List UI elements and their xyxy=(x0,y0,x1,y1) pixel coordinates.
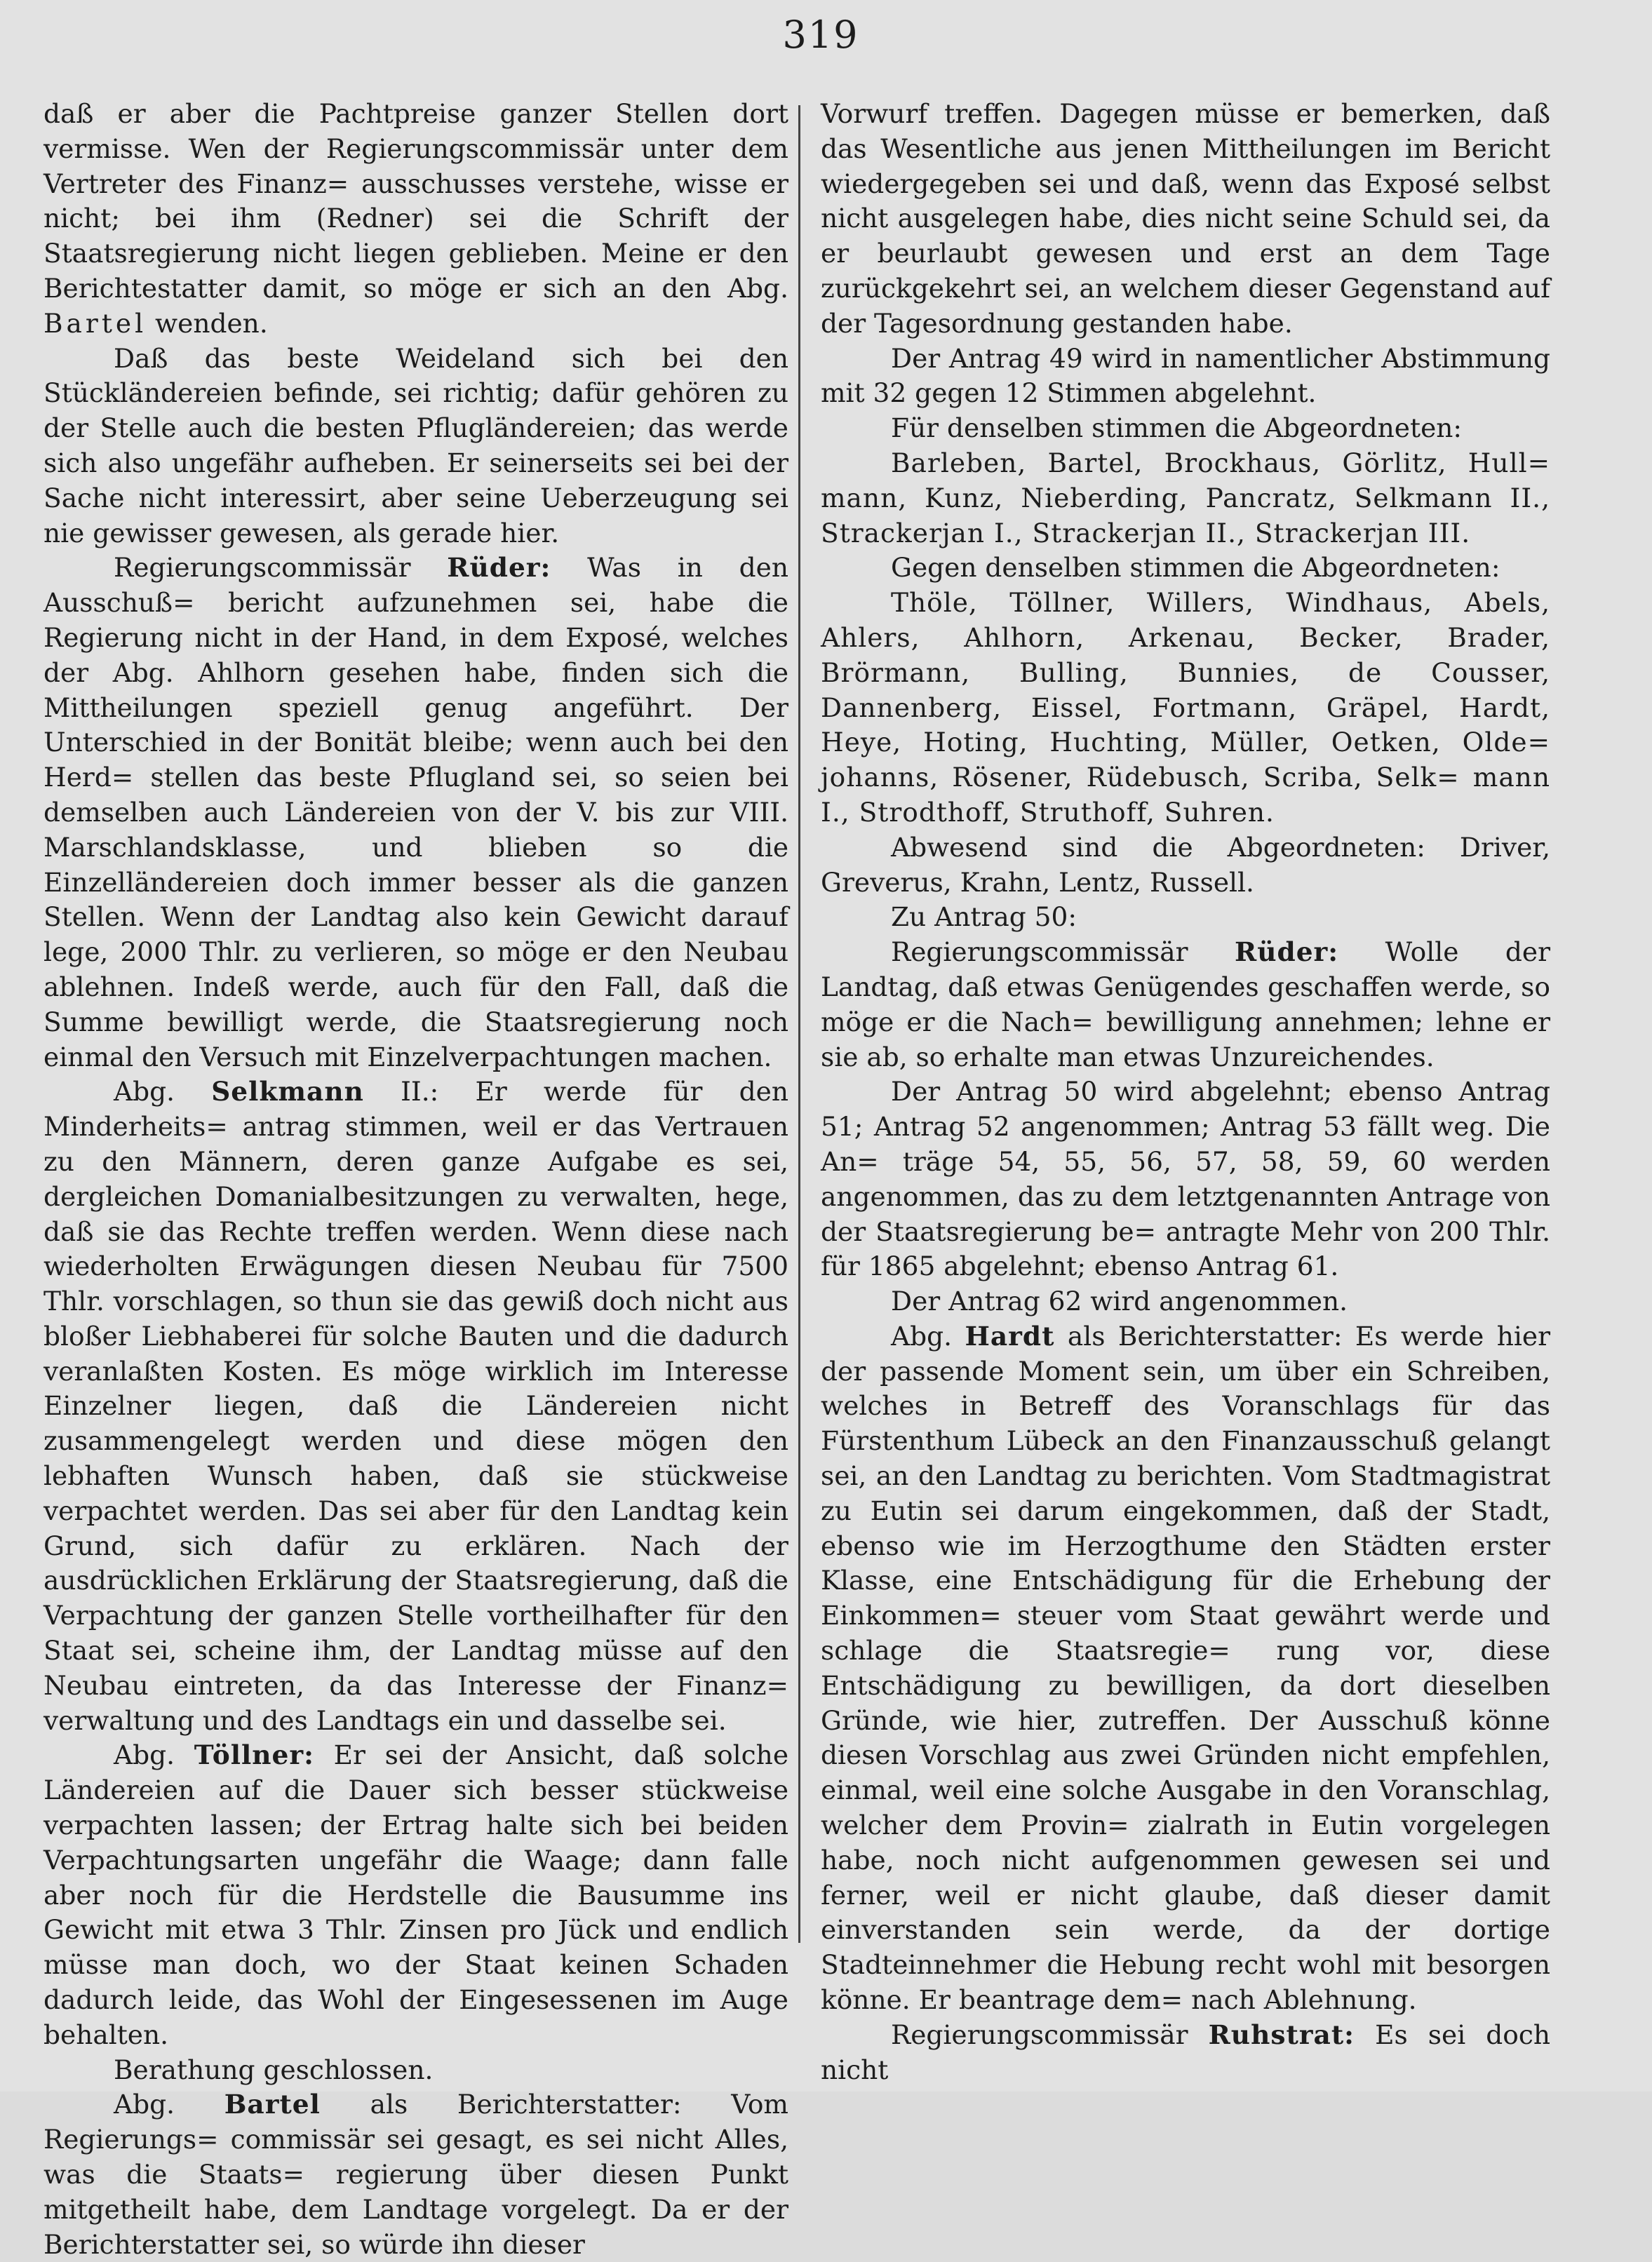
right-column xyxy=(821,97,1550,2087)
paragraph: daß er aber die Pachtpreise ganzer Stellen dort vermisse. Wen der Regierungscommissär unter dem Vertreter des Finanz= ausschusses verstehe, wisse er nicht; bei ihm (Redner) sei die Schrift der Staatsregierung nicht liegen geblieben. Meine er den Berichtestatter damit, so möge er sich an den Abg. Bartel wenden. xyxy=(43,98,789,339)
column-divider xyxy=(798,105,800,1943)
paragraph: Abg. Bartel als Berichterstatter: Vom Regierungs= commissär sei gesagt, es sei nicht Alles, was die Staats= regierung über diesen Punkt mitgetheilt habe, dem Landtage vorgelegt. Da er der Berichterstatter sei, so würde ihn dieser xyxy=(43,2089,789,2260)
speaker-name: Rüder: xyxy=(1235,936,1339,968)
page-number: 319 xyxy=(782,13,859,57)
paragraph: Zu Antrag 50: xyxy=(891,901,1077,933)
paragraph: Abwesend sind die Abgeordneten: Driver, Greverus, Krahn, Lentz, Russell. xyxy=(821,831,1550,898)
vote-names-for: Barleben, Bartel, Brockhaus, Görlitz, Hull= mann, Kunz, Nieberding, Pancratz, Selkmann II., Strackerjan I., Strackerjan II., Strackerjan III. xyxy=(821,447,1550,548)
paragraph: Abg. Hardt als Berichterstatter: Es werde hier der passende Moment sein, um über ein Schreiben, welches in Betreff des Voranschlags für das Fürstenthum Lübeck an den Finanzausschuß gelangt sei, an den Landtag zu berichten. Vom Stadtmagistrat zu Eutin sei darum eingekommen, daß der Stadt, ebenso wie im Herzogthume den Städten erster Klasse, eine Entschädigung für die Erhebung der Einkommen= steuer vom Staat gewährt werde und schlage die Staatsregie= rung vor, diese Entschädigung zu bewilligen, da dort dieselben Gründe, wie hier, zutreffen. Der Ausschuß könne diesen Vorschlag aus zwei Gründen nicht empfehlen, einmal, weil eine solche Ausgabe in den Voranschlag, welcher dem Provin= zialrath in Eutin vorgelegen habe, noch nicht aufgenommen gewesen sei und ferner, weil er nicht glaube, daß dieser damit einverstanden sein werde, da der dortige Stadteinnehmer die Hebung recht wohl mit besorgen könne. Er beantrage dem= nach Ablehnung. xyxy=(821,1320,1551,2016)
speaker-name: Ruhstrat: xyxy=(1208,2019,1355,2050)
paragraph: Daß das beste Weideland sich bei den Stückländereien befinde, sei richtig; dafür gehören zu der Stelle auch die besten Pflugländereien; das werde sich also ungefähr aufheben. Er seinerseits sei bei der Sache nicht interessirt, aber seine Ueberzeugung sei nie gewisser gewesen, als gerade hier. xyxy=(43,342,789,548)
paragraph: Der Antrag 49 wird in namentlicher Abstimmung mit 32 gegen 12 Stimmen abgelehnt. xyxy=(821,342,1550,409)
paragraph: Berathung geschlossen. xyxy=(114,2054,434,2085)
vote-names-against: Thöle, Töllner, Willers, Windhaus, Abels, Ahlers, Ahlhorn, Arkenau, Becker, Brader, Brörmann, Bulling, Bunnies, de Cousser, Dannenberg, Eissel, Fortmann, Gräpel, Hardt, Heye, Hoting, Huchting, Müller, Oetken, Olde= johanns, Rösener, Rüdebusch, Scriba, Selk= mann I., Strodthoff, Struthoff, Suhren. xyxy=(821,587,1550,828)
speaker-name: Rüder: xyxy=(447,552,551,584)
paragraph: Für denselben stimmen die Abgeordneten: xyxy=(891,412,1463,444)
paragraph: Vorwurf treffen. Dagegen müsse er bemerken, daß das Wesentliche aus jenen Mittheilungen im Bericht wiedergegeben sei und daß, wenn das Exposé selbst nicht ausgelegen habe, dies nicht seine Schuld sei, da er beurlaubt gewesen und erst an dem Tage zurückgekehrt sei, an welchem dieser Gegenstand auf der Tagesordnung gestanden habe. xyxy=(821,98,1551,339)
speaker-name: Bartel xyxy=(43,307,147,339)
paragraph: Regierungscommissär Ruhstrat: Es sei doch nicht xyxy=(821,2019,1551,2085)
paragraph: Regierungscommissär Rüder: Wolle der Landtag, daß etwas Genügendes geschaffen werde, so möge er die Nach= bewilligung annehmen; lehne er sie ab, so erhalte man etwas Unzureichendes. xyxy=(821,936,1551,1072)
speaker-name: Bartel xyxy=(224,2089,321,2120)
paragraph: Gegen denselben stimmen die Abgeordneten: xyxy=(891,552,1500,584)
paragraph: Der Antrag 50 wird abgelehnt; ebenso Antrag 51; Antrag 52 angenommen; Antrag 53 fällt weg. Die An= träge 54, 55, 56, 57, 58, 59, 60 werden angenommen, das zu dem letztgenannten Antrage von der Staatsregierung be= antragte Mehr von 200 Thlr. für 1865 abgelehnt; ebenso Antrag 61. xyxy=(821,1076,1550,1282)
paragraph: Abg. Selkmann II.: Er werde für den Minderheits= antrag stimmen, weil er das Vertrauen zu den Männern, deren ganze Aufgabe es sei, dergleichen Domanialbesitzungen zu verwalten, hege, daß sie das Rechte treffen werden. Wenn diese nach wiederholten Erwägungen diesen Neubau für 7500 Thlr. vorschlagen, so thun sie das gewiß doch nicht aus bloßer Liebhaberei für solche Bauten und die dadurch veranlaßten Kosten. Es möge wirklich im Interesse Einzelner liegen, daß die Ländereien nicht zusammengelegt werden und diese mögen den lebhaften Wunsch haben, daß sie stückweise verpachtet werden. Das sei aber für den Landtag kein Grund, sich dafür zu erklären. Nach der ausdrücklichen Erklärung der Staatsregierung, daß die Verpachtung der ganzen Stelle vortheilhafter für den Staat sei, scheine ihm, der Landtag müsse auf den Neubau eintreten, da das Interesse der Finanz= verwaltung und des Landtags ein und dasselbe sei. xyxy=(43,1076,789,1736)
paragraph: Regierungscommissär Rüder: Was in den Ausschuß= bericht aufzunehmen sei, habe die Regierung nicht in der Hand, in dem Exposé, welches der Abg. Ahlhorn gesehen habe, finden sich die Mittheilungen speziell genug angeführt. Der Unterschied in der Bonität bleibe; wenn auch bei den Herd= stellen das beste Pflugland sei, so seien bei demselben auch Ländereien von der V. bis zur VIII. Marschlandsklasse, und blieben so die Einzelländereien doch immer besser als die ganzen Stellen. Wenn der Landtag also kein Gewicht darauf lege, 2000 Thlr. zu verlieren, so möge er den Neubau ablehnen. Indeß werde, auch für den Fall, daß die Summe bewilligt werde, die Staatsregierung noch einmal den Versuch mit Einzelverpachtungen machen. xyxy=(43,552,789,1072)
speaker-name: Selkmann xyxy=(211,1076,364,1108)
paragraph: Abg. Töllner: Er sei der Ansicht, daß solche Ländereien auf die Dauer sich besser stückweise verpachten lassen; der Ertrag halte sich bei beiden Verpachtungsarten ungefähr die Waage; dann falle aber noch für die Herdstelle die Bausumme ins Gewicht mit etwa 3 Thlr. Zinsen pro Jück und endlich müsse man doch, wo der Staat keinen Schaden dadurch leide, das Wohl der Eingesessenen im Auge behalten. xyxy=(43,1739,789,2050)
speaker-name: Töllner: xyxy=(194,1739,314,1771)
speaker-name: Hardt xyxy=(965,1320,1055,1352)
left-column xyxy=(43,97,788,2262)
paragraph: Der Antrag 62 wird angenommen. xyxy=(891,1286,1348,1317)
